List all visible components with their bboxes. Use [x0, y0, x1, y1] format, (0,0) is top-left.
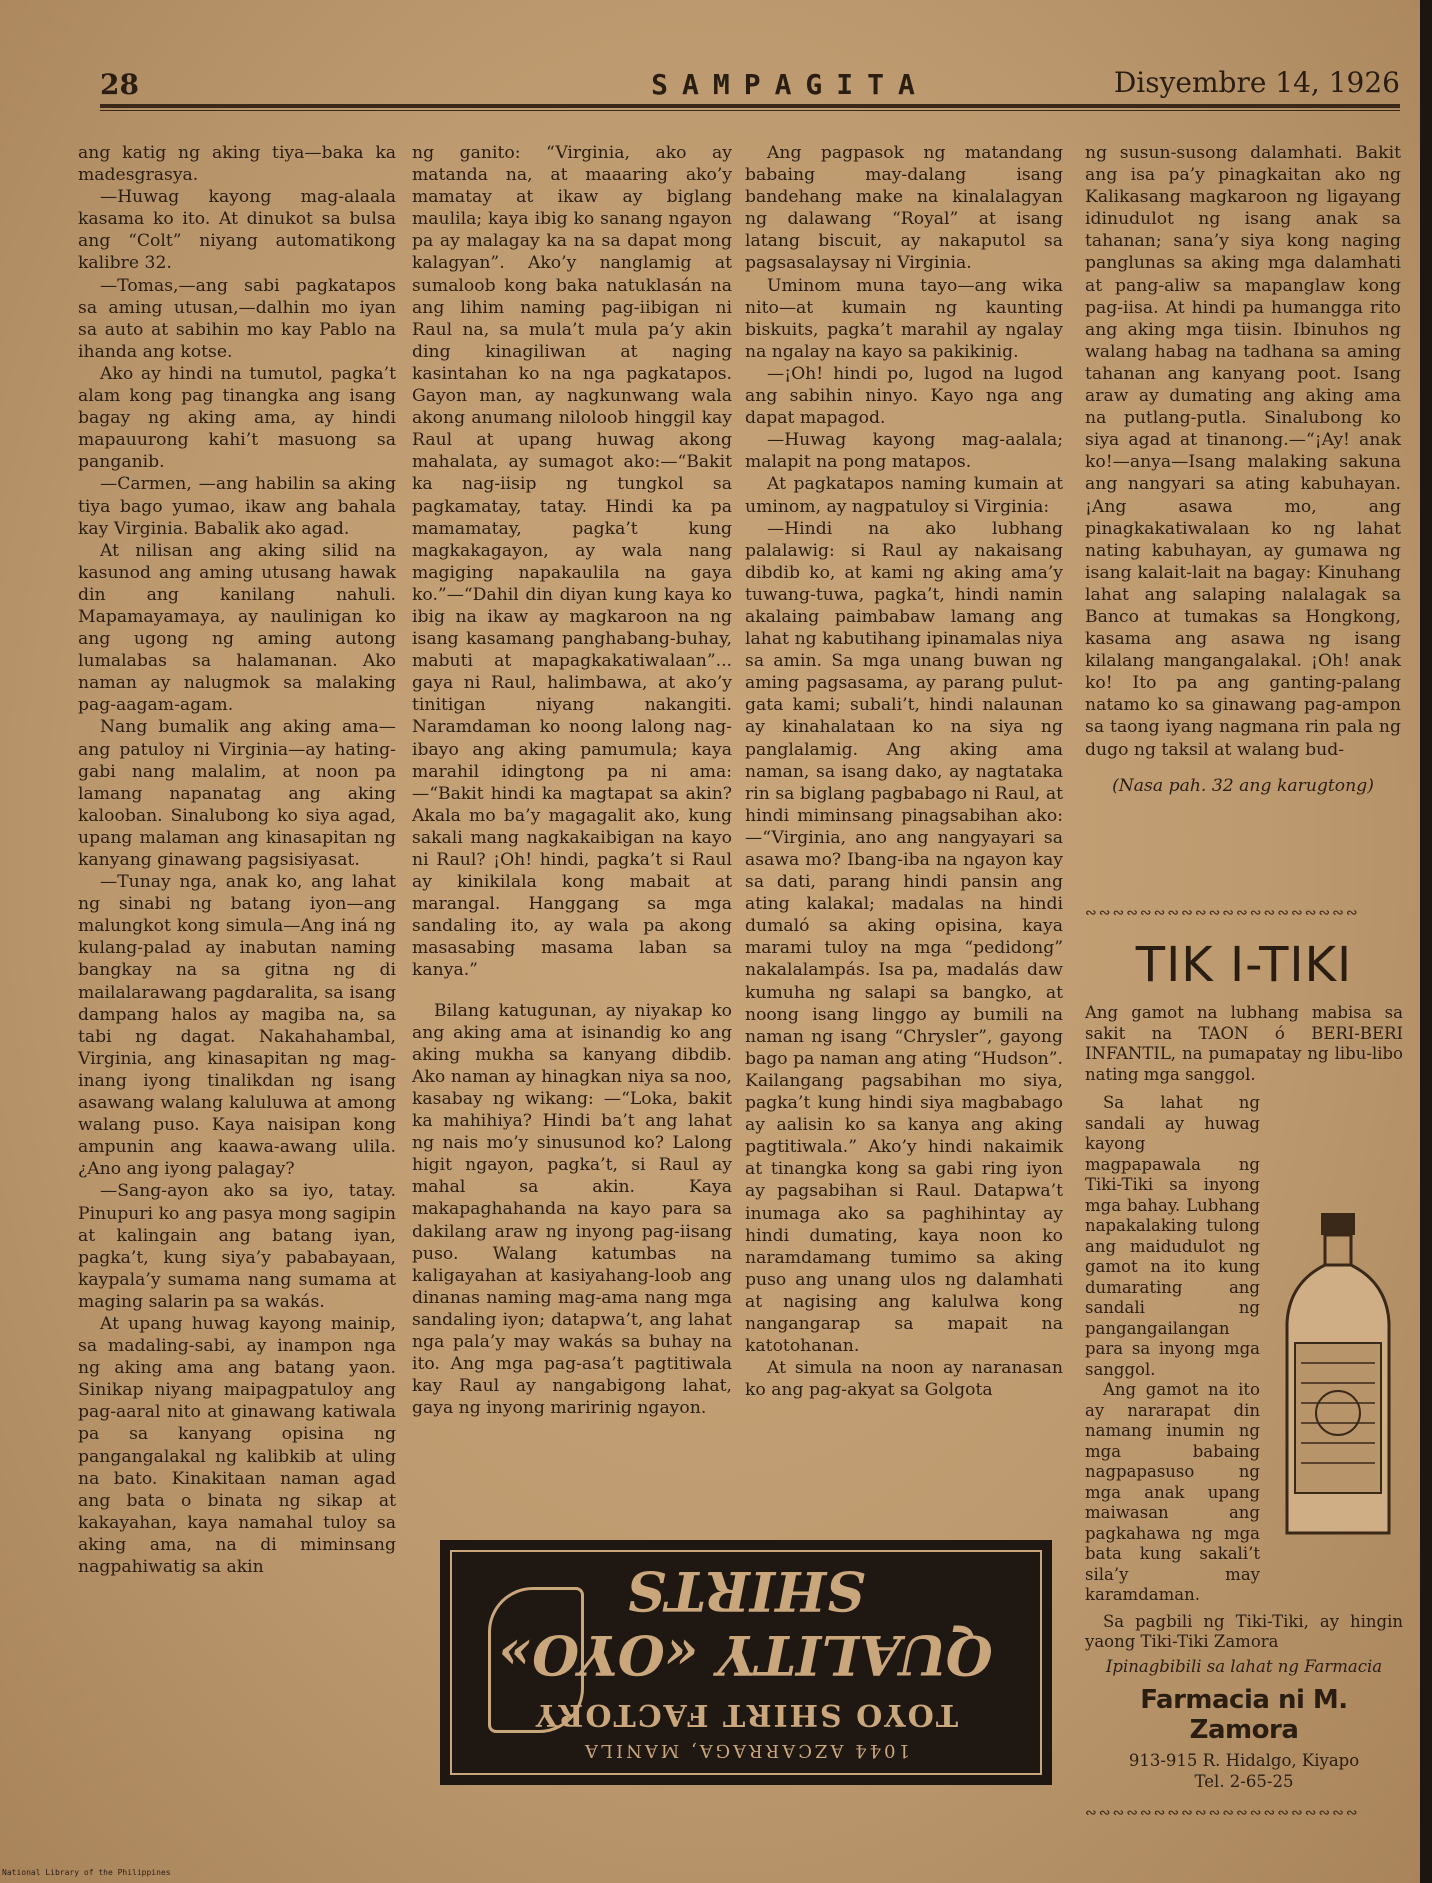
tiki-tiki-advertisement — [1085, 905, 1403, 1821]
paragraph: ng susun-susong dalamhati. Bakit ang isa pa’y pinagkaitan ako ng Kalikasang magkaroon ng ligayang idinudulot ng isang anak sa tahanan; sana’y siya kong naging panglunas sa aking mga dalamhati at pang-aliw sa mapanglaw kong pag-iisa. At hindi pa humangga rito ang aking mga tiisin. Ibinuhos ng walang habag na tadhana sa aming tahanan ang kanyang poot. Isang araw ay dumating ang aking ama na putlang-putla. Sinalubong ko siya agad at tinanong.—“¡Ay! anak ko!—anya—Isang malaking sakuna ang nangyari sa ating kabuhayan. ¡Ang asawa mo, ang pinagkakatiwalaan ko ng lahat nating kabuhayan, ay gumawa ng isang kalait-lait na bagay: Kinuhang lahat ang salaping nalalagak sa Banco at tumakas sa Hongkong, kasama ang asawa ng isang kilalang mangangalakal. ¡Oh! anak ko! Ito pa ang ganting-palang natamo ko sa ginawang pag-ampon sa taong iyang nagmana rin pala ng dugo ng taksil at walang bud- — [1085, 143, 1401, 760]
issue-date: Disyembre 14, 1926 — [1113, 66, 1400, 99]
paragraph: At nilisan ang aking silid na kasunod ang aming utusang hawak din ang kanilang nahuli. Mapamayamaya, ay naulinigan ko ang ugong ng aming autong lumalabas sa halamanan. Ako naman ay nalugmok sa malaking pag-aagam-agam. — [78, 540, 396, 716]
paragraph: —Tomas,—ang sabi pagkatapos sa aming utusan,—dalhin mo iyan sa auto at sabihin mo kay Pablo na ihanda ang kotse. — [78, 275, 396, 362]
ad-inverted-panel — [450, 1550, 1042, 1775]
ad-slogan: QUALITY «OYO» SHIRTS — [498, 1559, 994, 1687]
header-rule-thin — [100, 110, 1400, 111]
paragraph: —Hindi na ako lubhang palalawig: si Raul ay nakaisang dibdib ko, at kami ng aking ama’y tuwang-tuwa, pagka’t, hindi namin akalaing paimbabaw lamang ang lahat ng kabutihang ipinamalas niya sa amin. Sa mga unang buwan ng aming pagsasama, ay parang pulut-gata kami; subali’t, hindi nalaunan ay kinahalataan ko na siya ng panglalamig. Ang aking ama naman, sa isang dako, ay nagtataka rin sa biglang pagbabago ni Raul, at hindi miminsang pinagsabihan ako:—“Virginia, ano ang nangyayari sa asawa mo? Ibang-iba na ngayon kay sa dati, parang hindi pansin ang ating kalakal; madalas na hindi dumaló sa aking opisina, kaya marami tuloy na mga “pedidong” nakalalampás. Isa pa, madalás daw kumuha ng salapi sa bangko, at noong isang linggo ay bumili na naman ng isang “Chrysler”, gayong bago pa naman ang ating “Hudson”. Kailangang pagsabihan mo siya, pagka’t kung hindi siya magbabago ay aalisin ko sa kanya ang aking pagtitiwala.” Ako’y hindi nakaimik at tinangka kong sa gabi ring iyon ay pagsabihan si Raul. Datapwa’t inumaga ako sa paghihintay ay hindi dumating, kaya noon ko naramdamang tumimo sa aking puso ang unang ulos ng dalamhati at nagising ang kalulwa kong nangangarap sa mapait na katotohanan. — [745, 518, 1063, 1357]
paragraph: Uminom muna tayo—ang wika nito—at kumain ng kaunting biskuits, pagka’t marahil ay ngalay na ngalay na kayo sa pakikinig. — [745, 275, 1063, 362]
paragraph: Ako ay hindi na tumutol, pagka’t alam kong pag tinangka ang isang bagay ng aking ama, ay hindi mapauurong kahi’t masuong sa panganib. — [78, 363, 396, 473]
column-4 — [1085, 142, 1401, 882]
paragraph: At simula na noon ay naranasan ko ang pag-akyat sa Golgota — [745, 1358, 1063, 1401]
column-2 — [412, 142, 732, 1502]
paragraph: Ang pagpasok ng matandang babaing may-dalang isang bandehang make na kinalalagyan ng dalawang “Royal” at isang latang biscuit, ay nakaputol sa pagsasalaysay ni Virginia. — [745, 143, 1063, 274]
ad-paragraph: Sa pagbili ng Tiki-Tiki, ay hingin yaong Tiki-Tiki Zamora — [1085, 1611, 1403, 1651]
paragraph: Bilang katugunan, ay niyakap ko ang aking ama at isinandig ko ang aking mukha sa kanyang dibdib. Ako naman ay hinagkan niya sa noo, kasabay ng wikang: —“Loka, bakit ka mahihiya? Hindi ba’t ang lahat ng nais mo’y sinusunod ko? Lalong higit ngayon, pagka’t, si Raul ay mahal sa akin. Kaya makapaghahanda na kayo para sa dakilang araw ng inyong pag-iisang puso. Walang katumbas na kaligayahan at kasiyahang-loob ang dinanas naming mag-ama nang mga sandaling iyon; datapwa’t, ang lahat nga pala’y may wakás sa buhay na ito. Ang mga pag-asa’t pagtitiwala kay Raul ay nangabigong lahat, gaya ng inyong maririnig ngayon. — [412, 1000, 732, 1419]
page-number: 28 — [100, 68, 139, 101]
pharmacy-phone: Tel. 2-65-25 — [1194, 1772, 1294, 1791]
paragraph: At pagkatapos naming kumain at uminom, ay nagpatuloy si Virginia: — [745, 474, 1063, 517]
paragraph: ang katig ng aking tiya—baka ka madesgrasya. — [78, 143, 396, 186]
medicine-bottle-image — [1279, 1213, 1397, 1543]
ad-company: TOYO SHIRT FACTORY — [533, 1697, 959, 1732]
column-1 — [78, 142, 396, 1842]
paragraph: —Tunay nga, anak ko, ang lahat ng sinabi ng batang iyon—ang malungkot kong simula—Ang iná ng kulang-palad ay inabutan naming bangkay na sa gitna ng di mailalarawang pagdaralita, sa isang dampang halos ay magiba na, sa tabi ng dagat. Nakahahambal, Virginia, ang kinasapitan ng mag-inang iyong tinalikdan ng isang asawang walang kaluluwa at among walang puso. Kaya naisipan kong ampunin ang kaawa-awang ulila. ¿Ano ang iyong palagay? — [78, 872, 396, 1180]
page-edge — [1420, 0, 1432, 1883]
page-header — [100, 62, 1400, 107]
ad-paragraph: Ang gamot na ito ay nararapat din namang inumin ng mga babaing nagpapasuso ng mga anak upang maiwasan ang pagkahawa ng mga bata kung sakali’t sila’y may karamdaman. — [1085, 1380, 1260, 1604]
ad-intro: Ang gamot na lubhang mabisa sa sakit na TAON ó BERI-BERI INFANTIL, na pumapatay ng libu-libo nating mga sanggol. — [1085, 1003, 1403, 1084]
paragraph: Nang bumalik ang aking ama—ang patuloy ni Virginia—ay hating-gabi nang malalim, at noon pa lamang napanatag ang aking kalooban. Sinalubong ko siya agad, upang malaman ang kinasapitan ng kanyang ginawang pagsisiyasat. — [78, 717, 396, 870]
continued-notice: (Nasa pah. 32 ang karugtong) — [1112, 775, 1374, 796]
ad-sold-notice: Ipinagbibili sa lahat ng Farmacia — [1105, 1656, 1383, 1676]
shirt-logo-icon — [488, 1587, 584, 1733]
paragraph: —Sang-ayon ako sa iyo, tatay. Pinupuri ko ang pasya mong sagipin at kalingain ang batang iyan, pagka’t, kung siya’y pababayaan, kaypala’y sumama nang sumama at maging salarin pa sa wakás. — [78, 1181, 396, 1312]
archive-credit: National Library of the Philippines — [2, 1868, 171, 1877]
pharmacy-name: Farmacia ni M. Zamora — [1140, 1685, 1348, 1745]
ad-paragraph: Sa lahat ng sandali ay huwag kayong magpapawala ng Tiki-Tiki sa inyong mga bahay. Lubhang napakalaking tulong ang maidudulot ng gamot na ito kung dumarating ang sandali ng pangangailangan para sa inyong mga sanggol. — [1085, 1093, 1260, 1379]
ad-title: TIK I-TIKI — [1135, 937, 1353, 993]
paragraph: —Huwag kayong mag-alaala kasama ko ito. At dinukot sa bulsa ang “Colt” niyang automatikong kalibre 32. — [78, 187, 396, 274]
paragraph: ng ganito: “Virginia, ako ay matanda na, at maaaring ako’y mamatay at ikaw ay biglang maulila; kaya ibig ko sanang ngayon pa ay malagay ka na sa dapat mong kalagyan”. Ako’y nanglamig at sumaloob kong baka natuklasán na ang lihim naming pag-iibigan ni Raul na, sa mula’t mula pa’y akin ding kinagiliwan at naging kasintahan ko na nga pagkatapos. Gayon man, ay nagkunwang wala akong anumang niloloob hinggil kay Raul at upang huwag akong mahalata, ay sumagot ako:—“Bakit ka nag-iisip ng tungkol sa pagkamatay, tatay. Hindi ka pa mamamatay, pagka’t kung magkakagayon, ay wala nang magiging napakaulila na gaya ko.”—“Dahil din diyan kung kaya ko ibig na ikaw ay magkaroon na ng isang kasamang panghabang-buhay, mabuti at mapagkakatiwalaan”... gaya ni Raul, halimbawa, at ako’y tinitigan niyang nakangiti. Naramdaman ko noong lalong nag-ibayo ang aking pamumula; kaya marahil idingtong pa ni ama: —“Bakit hindi ka magtapat sa akin? Akala mo ba’y magagalit ako, kung sakali mang nagkakaibigan na kayo ni Raul? ¡Oh! hindi, pagka’t si Raul ay kinikilala kong mabait at marangal. Hanggang sa mga sandaling ito, ay wala pa akong masasabing masama laban sa kanya.” — [412, 143, 732, 981]
masthead: SAMPAGITA — [651, 68, 929, 101]
paragraph: At upang huwag kayong mainip, sa madaling-sabi, ay inampon nga ng aking ama ang batang yaon. Sinikap niyang maipagpatuloy ang pag-aaral nito at ginawang katiwala pa sa kanyang opisina ng pangangalakal ng kalibkib at uling na bato. Kinakitaan naman agad ang bata o binata ng sikap at kakayahan, kaya namahal tuloy sa aking ama, na di miminsang nagpahiwatig sa akin — [78, 1313, 396, 1577]
column-3 — [745, 142, 1063, 1502]
ornamental-border-top: ∾∾∾∾∾∾∾∾∾∾∾∾∾∾∾∾∾∾∾∾ — [1085, 905, 1360, 921]
ad-body — [1085, 1003, 1403, 1823]
paragraph: —¡Oh! hindi po, lugod na lugod ang sabihin ninyo. Kayo nga ang dapat mapagod. — [745, 363, 1063, 429]
header-rule — [100, 104, 1400, 108]
pharmacy-address: 913-915 R. Hidalgo, Kiyapo — [1128, 1751, 1360, 1770]
paragraph: —Carmen, —ang habilin sa aking tiya bago yumao, ikaw ang bahala kay Virginia. Babalik ako agad. — [78, 474, 396, 539]
toyo-shirt-advertisement — [440, 1540, 1052, 1785]
paragraph: —Huwag kayong mag-aalala; malapit na pong matapos. — [745, 430, 1063, 473]
ad-address: 1044 AZCARRAGA, MANILA — [582, 1740, 910, 1761]
ornamental-border-bottom: ∾∾∾∾∾∾∾∾∾∾∾∾∾∾∾∾∾∾∾∾ — [1085, 1805, 1360, 1821]
